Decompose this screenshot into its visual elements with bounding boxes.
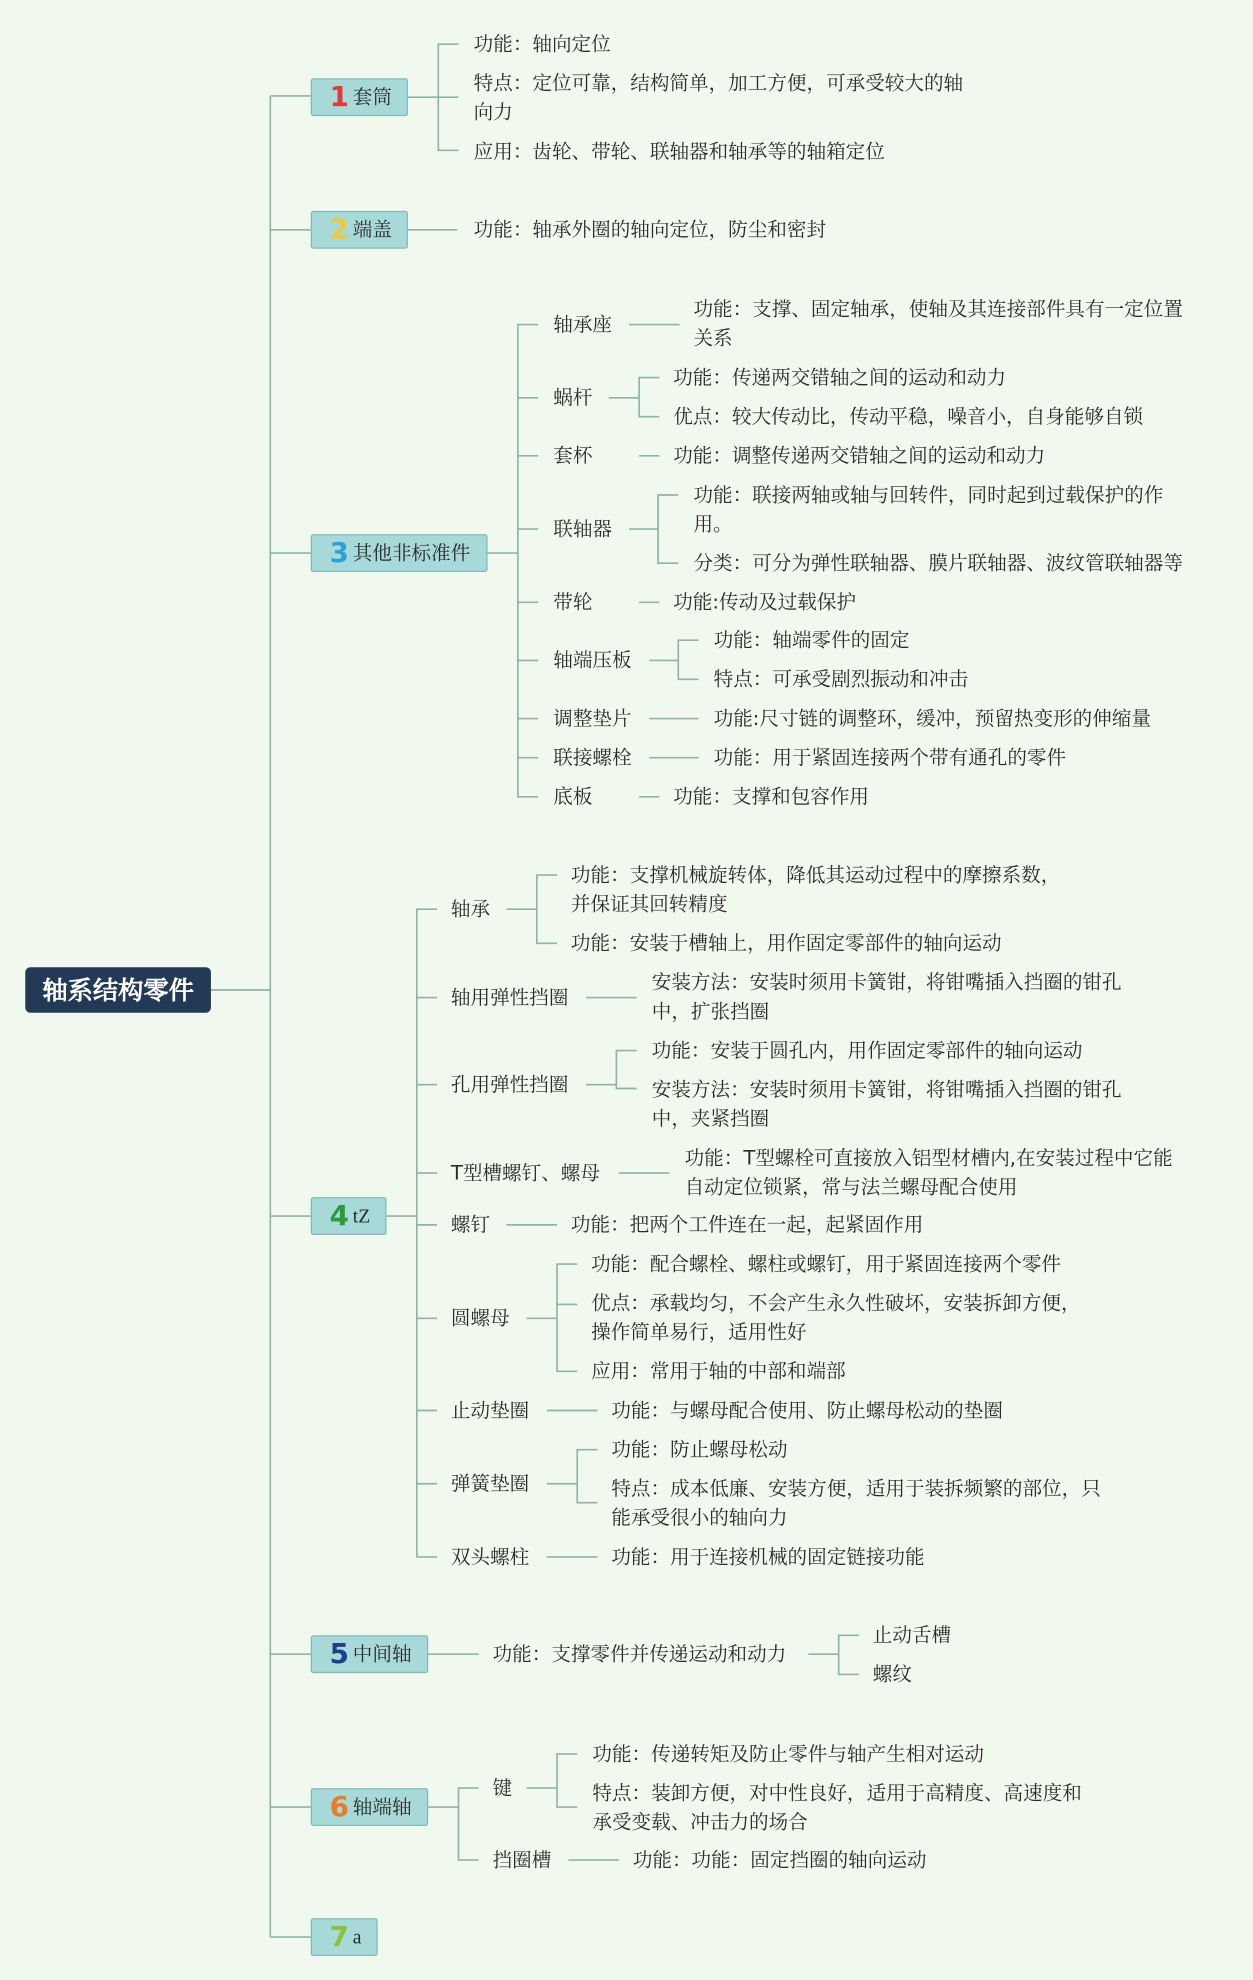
b3-base-plate-function[interactable]: 功能：支撑和包容作用 (673, 785, 870, 809)
b4-bearing[interactable]: 轴承 (450, 897, 491, 921)
b3-cup[interactable]: 套杯 (553, 444, 593, 468)
branch-4-box[interactable] (311, 1197, 387, 1235)
b1-function[interactable]: 功能：轴向定位 (473, 32, 611, 56)
b3-end-plate[interactable]: 轴端压板 (553, 649, 632, 672)
b5-thread[interactable]: 螺纹 (872, 1663, 912, 1686)
b4-spring-washer[interactable]: 弹簧垫圈 (450, 1472, 530, 1496)
b4-spring-washer-feature-b[interactable]: 能承受很小的轴向力 (611, 1506, 788, 1530)
branch-3-box[interactable] (311, 534, 488, 572)
branch-1-box[interactable] (311, 78, 408, 116)
b4-bearing-function-1b[interactable]: 并保证其回转精度 (570, 892, 728, 916)
b3-pulley[interactable]: 带轮 (553, 590, 593, 614)
b6-key-feature-a[interactable]: 特点：装卸方便，对中性良好，适用于高精度、高速度和 (592, 1781, 1082, 1805)
b4-shaft-circlip-install-b[interactable]: 中，扩张挡圈 (651, 1000, 770, 1023)
b3-cup-function[interactable]: 功能：调整传递两交错轴之间的运动和动力 (673, 444, 1046, 468)
branch-5-box[interactable] (311, 1635, 428, 1673)
b4-round-nut-advantage-b[interactable]: 操作简单易行，适用性好 (591, 1320, 807, 1344)
b3-shim[interactable]: 调整垫片 (553, 707, 632, 730)
b6-key[interactable]: 键 (492, 1776, 513, 1800)
b3-bolt[interactable]: 联接螺栓 (553, 746, 632, 770)
root-node[interactable]: 轴系结构零件 (25, 967, 211, 1012)
branch-4-number: 4 (329, 1200, 350, 1233)
b4-lock-washer-function[interactable]: 功能：与螺母配合使用、防止螺母松动的垫圈 (611, 1399, 1003, 1422)
b6-key-function[interactable]: 功能：传递转矩及防止零件与轴产生相对运动 (592, 1742, 984, 1766)
b1-application[interactable]: 应用：齿轮、带轮、联轴器和轴承等的轴箱定位 (473, 140, 885, 163)
b3-coupling-classification[interactable]: 分类：可分为弹性联轴器、膜片联轴器、波纹管联轴器等 (693, 551, 1183, 575)
branch-7-number: 7 (329, 1921, 350, 1954)
b3-bearing-seat-function-2[interactable]: 关系 (693, 327, 733, 350)
b4-bearing-function-1a[interactable]: 功能：支撑机械旋转体，降低其运动过程中的摩擦系数， (570, 863, 1061, 887)
branch-3-number: 3 (329, 537, 350, 570)
branch-4-label: tZ (352, 1205, 371, 1228)
b4-hole-circlip[interactable]: 孔用弹性挡圈 (450, 1073, 569, 1097)
branch-1-label: 套筒 (352, 85, 392, 109)
b2-function[interactable]: 功能：轴承外圈的轴向定位，防尘和密封 (473, 218, 827, 242)
b4-t-slot-function-b[interactable]: 自动定位锁紧，常与法兰螺母配合使用 (684, 1175, 1018, 1199)
b5-tongue-slot[interactable]: 止动舌槽 (872, 1623, 952, 1647)
b4-hole-circlip-install-b[interactable]: 中，夹紧挡圈 (651, 1107, 770, 1131)
b4-spring-washer-feature-a[interactable]: 特点：成本低廉、安装方便，适用于装拆频繁的部位，只 (611, 1477, 1101, 1501)
branch-6-box[interactable] (311, 1788, 428, 1826)
branch-2-number: 2 (329, 214, 350, 247)
b4-shaft-circlip-install-a[interactable]: 安装方法：安装时须用卡簧钳，将钳嘴插入挡圈的钳孔 (651, 971, 1122, 994)
b4-hole-circlip-function[interactable]: 功能：安装于圆孔内，用作固定零部件的轴向运动 (651, 1039, 1083, 1062)
b4-screw-function[interactable]: 功能：把两个工件连在一起，起紧固作用 (570, 1213, 924, 1237)
b6-groove[interactable]: 挡圈槽 (492, 1848, 552, 1872)
b4-shaft-circlip[interactable]: 轴用弹性挡圈 (450, 986, 569, 1009)
b3-shim-function[interactable]: 功能:尺寸链的调整环，缓冲，预留热变形的伸缩量 (713, 707, 1151, 730)
branch-6-label: 轴端轴 (352, 1795, 412, 1819)
b3-coupling-function-2[interactable]: 用。 (693, 512, 733, 536)
b3-worm-advantage[interactable]: 优点：较大传动比，传动平稳，噪音小，自身能够自锁 (673, 405, 1144, 429)
b3-end-plate-function[interactable]: 功能：轴端零件的固定 (713, 628, 910, 652)
b4-bearing-function-2[interactable]: 功能：安装于槽轴上，用作固定零部件的轴向运动 (570, 931, 1002, 955)
b4-stud-function[interactable]: 功能：用于连接机械的固定链接功能 (611, 1545, 925, 1569)
branch-1-number: 1 (329, 82, 350, 114)
branch-2-label: 端盖 (352, 218, 392, 242)
b3-bearing-seat-function-1[interactable]: 功能：支撑、固定轴承，使轴及其连接部件具有一定位置 (693, 298, 1183, 321)
b4-hole-circlip-install-a[interactable]: 安装方法：安装时须用卡簧钳，将钳嘴插入挡圈的钳孔 (651, 1078, 1122, 1102)
b4-stud[interactable]: 双头螺柱 (450, 1545, 530, 1569)
b3-base-plate[interactable]: 底板 (553, 785, 593, 809)
b1-feature-line-1[interactable]: 特点：定位可靠，结构简单，加工方便，可承受较大的轴 (473, 71, 964, 95)
branch-7-label: a (352, 1926, 362, 1949)
b3-coupling[interactable]: 联轴器 (553, 517, 612, 541)
b5-function[interactable]: 功能：支撑零件并传递运动和动力 (492, 1642, 787, 1666)
branch-6-number: 6 (329, 1791, 350, 1824)
b4-spring-washer-function[interactable]: 功能：防止螺母松动 (611, 1438, 788, 1462)
b4-round-nut-advantage-a[interactable]: 优点：承载均匀，不会产生永久性破坏，安装拆卸方便， (591, 1291, 1081, 1315)
branch-5-number: 5 (329, 1639, 350, 1671)
b3-end-plate-feature[interactable]: 特点：可承受剧烈振动和冲击 (713, 668, 969, 691)
b4-round-nut-application[interactable]: 应用：常用于轴的中部和端部 (591, 1359, 846, 1383)
branch-2-box[interactable] (311, 211, 408, 249)
b3-worm[interactable]: 蜗杆 (553, 386, 593, 410)
b4-t-slot-function-a[interactable]: 功能：T型螺栓可直接放入铝型材槽内,在安装过程中它能 (684, 1146, 1173, 1170)
b1-feature-line-2[interactable]: 向力 (473, 101, 513, 124)
b4-round-nut-function[interactable]: 功能：配合螺栓、螺柱或螺钉，用于紧固连接两个零件 (591, 1252, 1062, 1276)
branch-3-label: 其他非标准件 (352, 541, 471, 565)
b3-pulley-function[interactable]: 功能:传动及过载保护 (673, 590, 857, 614)
branch-7-box[interactable] (311, 1918, 378, 1956)
branch-5-label: 中间轴 (352, 1642, 412, 1666)
b4-t-slot[interactable]: T型槽螺钉、螺母 (450, 1161, 600, 1185)
b3-worm-function[interactable]: 功能：传递两交错轴之间的运动和动力 (673, 366, 1007, 389)
b4-lock-washer[interactable]: 止动垫圈 (450, 1399, 530, 1422)
b4-screw[interactable]: 螺钉 (450, 1213, 491, 1237)
b3-coupling-function-1[interactable]: 功能：联接两轴或轴与回转件，同时起到过载保护的作 (693, 483, 1164, 507)
b6-groove-function[interactable]: 功能：功能：固定挡圈的轴向运动 (632, 1848, 927, 1872)
b4-round-nut[interactable]: 圆螺母 (450, 1306, 510, 1330)
b3-bolt-function[interactable]: 功能：用于紧固连接两个带有通孔的零件 (713, 746, 1067, 770)
b6-key-feature-b[interactable]: 承受变载、冲击力的场合 (592, 1810, 808, 1834)
b3-bearing-seat[interactable]: 轴承座 (553, 313, 612, 336)
